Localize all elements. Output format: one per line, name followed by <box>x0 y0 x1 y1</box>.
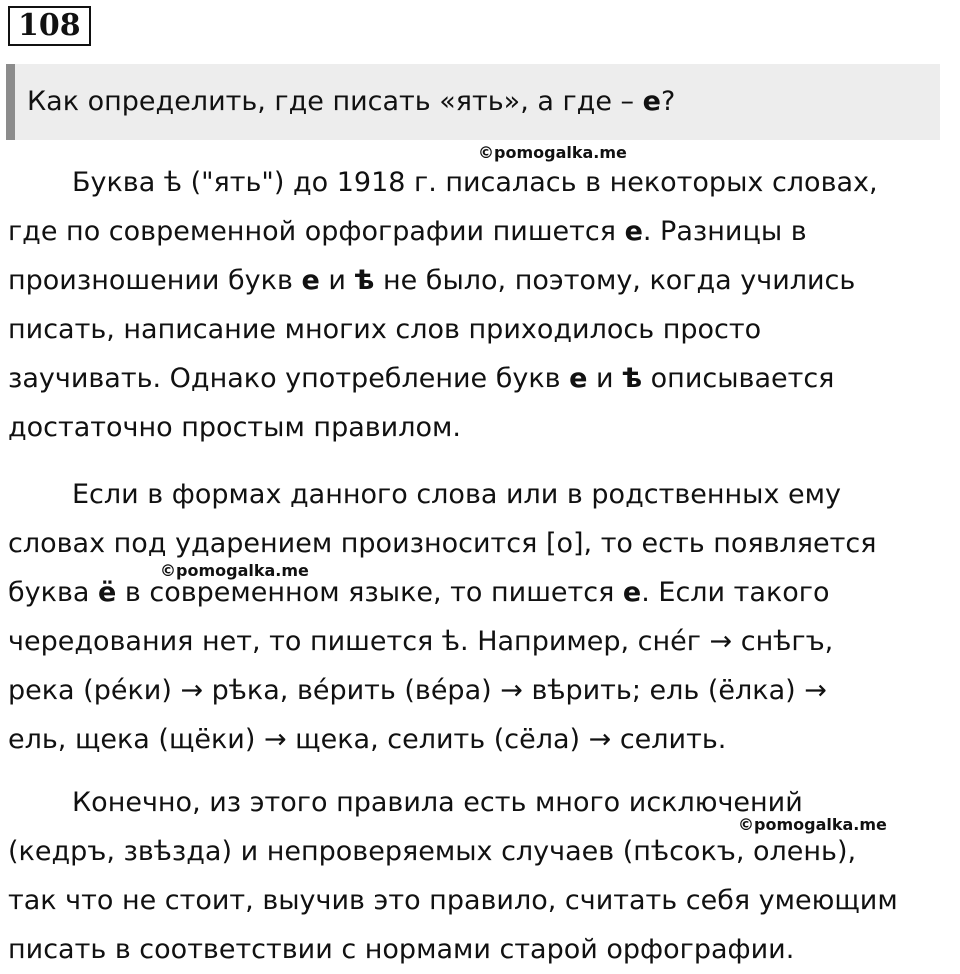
paragraph-1 <box>8 158 952 452</box>
text-line: так что не стоит, выучив это правило, считать себя умеющим <box>8 885 898 916</box>
text-line: словах под ударением произносится [о], то есть появляется <box>8 528 877 559</box>
text-line: чередования нет, то пишется ѣ. Например, сне́г → снѣгъ, <box>8 626 834 657</box>
watermark: ©pomogalka.me <box>738 815 887 834</box>
question-end: ? <box>660 86 676 117</box>
text-line: буква ё в современном языке, то пишется е. Если такого <box>8 577 830 608</box>
text-line: писать в соответствии с нормами старой орфографии. <box>8 934 795 965</box>
watermark: ©pomogalka.me <box>478 143 627 162</box>
question-bold-letter: е <box>642 86 661 117</box>
text-line: Конечно, из этого правила есть много исключений <box>72 787 803 818</box>
question-box <box>6 64 940 140</box>
text-line: (кедръ, звѣзда) и непроверяемых случаев (пѣсокъ, олень), <box>8 836 857 867</box>
text-line: Если в формах данного слова или в родственных ему <box>72 479 841 510</box>
text-line: произношении букв е и ѣ не было, поэтому, когда учились <box>8 265 856 296</box>
text-line: река (ре́ки) → рѣка, ве́рить (ве́ра) → вѣрить; ель (ёлка) → <box>8 675 827 706</box>
paragraph-3 <box>8 778 952 974</box>
text-line: достаточно простым правилом. <box>8 412 461 443</box>
text-line: Буква ѣ ("ять") до 1918 г. писалась в некоторых словах, <box>72 167 878 198</box>
task-number: 108 <box>8 6 91 46</box>
text-line: писать, написание многих слов приходилось просто <box>8 314 762 345</box>
text-line: ель, щека (щёки) → щека, селить (сёла) → селить. <box>8 724 727 755</box>
text-line: где по современной орфографии пишется е. Разницы в <box>8 216 807 247</box>
paragraph-2 <box>8 470 952 764</box>
watermark: ©pomogalka.me <box>160 561 309 580</box>
question-text: Как определить, где писать «ять», а где – <box>27 86 643 117</box>
text-line: заучивать. Однако употребление букв е и ѣ описывается <box>8 363 835 394</box>
